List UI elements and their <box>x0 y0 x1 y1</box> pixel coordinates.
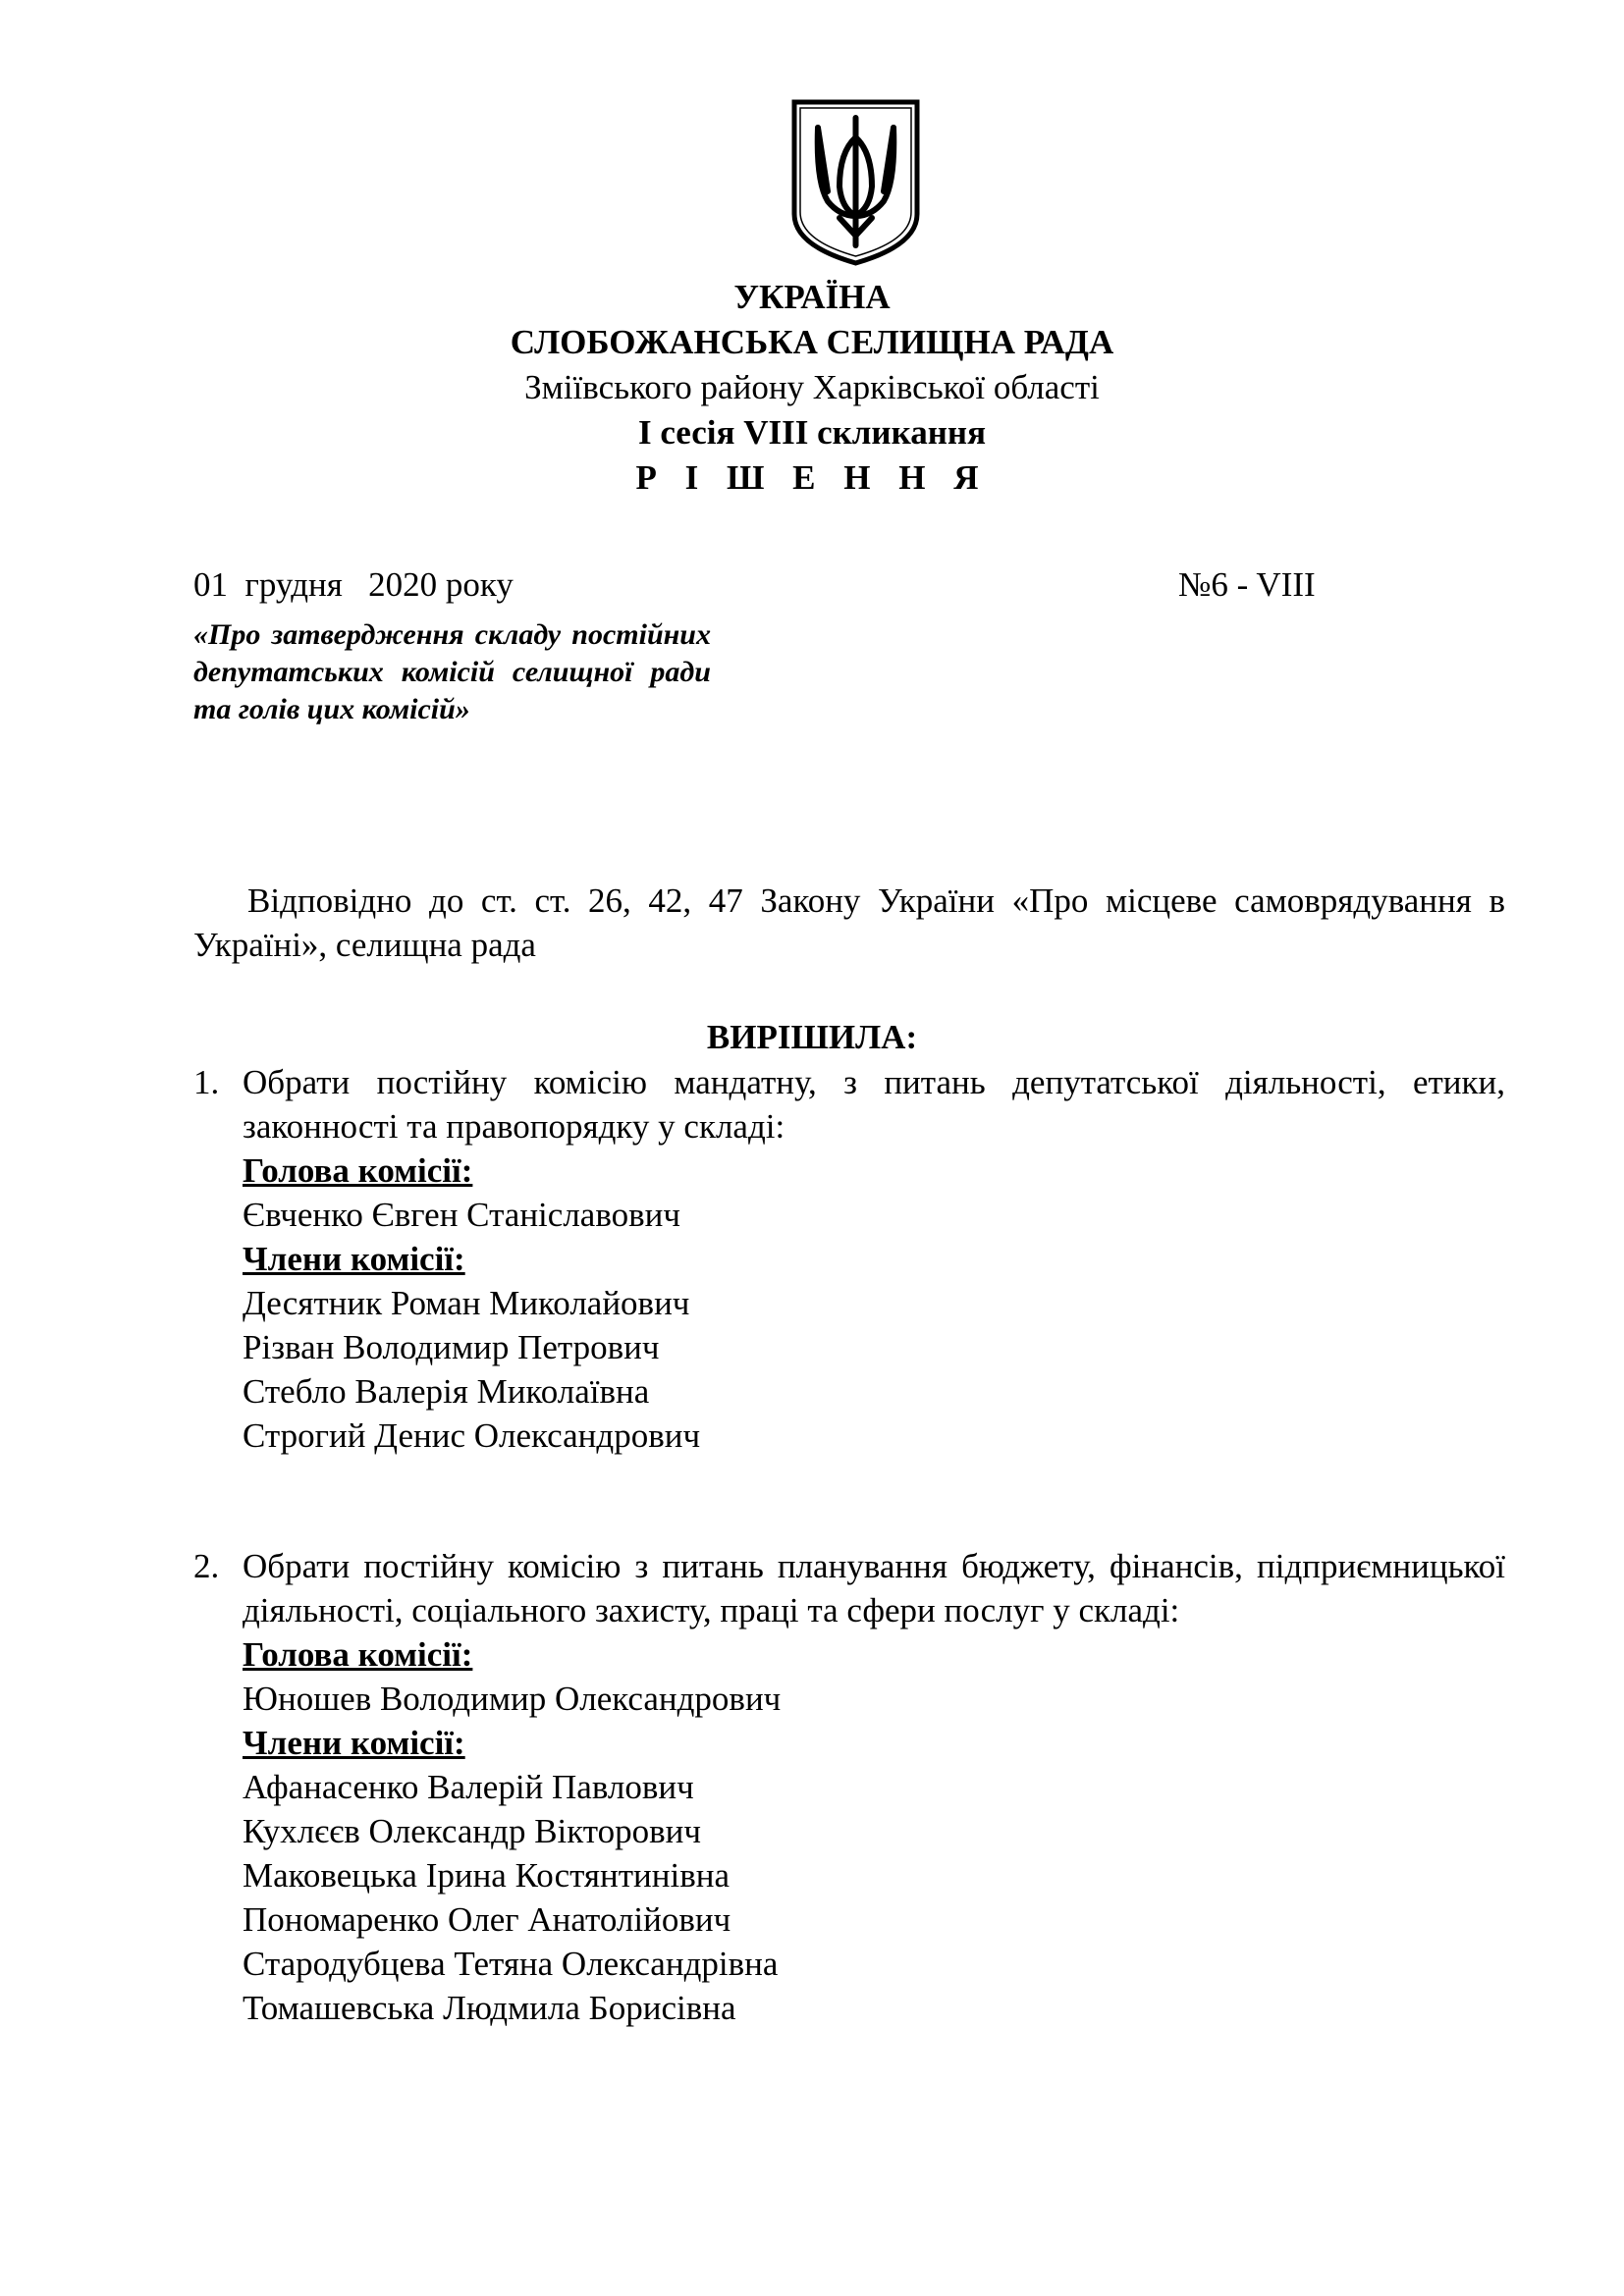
district-name: Зміївського району Харківської області <box>524 368 1100 406</box>
document-type: Р І Ш Е Н Н Я <box>635 458 989 497</box>
commission-head-label: Голова комісії: <box>243 1635 473 1674</box>
intro-paragraph: Відповідно до ст. ст. 26, 42, 47 Закону України «Про місцеве самоврядування в Україні», селищна рада <box>193 881 1505 964</box>
country-name: УКРАЇНА <box>733 278 891 316</box>
commission-members-label: Члени комісії: <box>243 1240 465 1278</box>
decision-subject: «Про затвердження складу постійних депутатських комісій селищної ради та голів цих комісій» <box>193 618 711 725</box>
decision-date: 01 грудня 2020 року <box>193 565 514 604</box>
session-title: І сесія VIII скликання <box>637 413 987 452</box>
commission-head-name: Юношев Володимир Олександрович <box>243 1680 782 1718</box>
coat-of-arms-icon <box>790 98 921 267</box>
item-text: Обрати постійну комісію з питань планування бюджету, фінансів, підприємницької діяльності, соціального захисту, праці та сфери послуг у складі: <box>243 1547 1505 1629</box>
commission-member: Пономаренко Олег Анатолійович <box>243 1900 731 1939</box>
decision-number: №6 - VIII <box>1178 565 1316 604</box>
commission-head-label: Голова комісії: <box>243 1151 473 1190</box>
commission-head-name: Євченко Євген Станіславович <box>243 1196 680 1234</box>
council-name: СЛОБОЖАНСЬКА СЕЛИЩНА РАДА <box>510 323 1114 361</box>
commission-member: Томашевська Людмила Борисівна <box>243 1989 736 2027</box>
commission-member: Стародубцева Тетяна Олександрівна <box>243 1945 779 1983</box>
item-number: 2. <box>193 1547 220 1585</box>
decided-heading: ВИРІШИЛА: <box>706 1018 918 1056</box>
commission-member: Афанасенко Валерій Павлович <box>243 1768 694 1806</box>
decision-item-1 <box>193 1060 1505 1458</box>
commission-member: Строгий Денис Олександрович <box>243 1416 701 1455</box>
item-number: 1. <box>193 1063 220 1101</box>
commission-member: Різван Володимир Петрович <box>243 1328 660 1366</box>
commission-members-label: Члени комісії: <box>243 1724 465 1762</box>
decision-item-2 <box>193 1544 1505 2030</box>
commission-member: Маковецька Ірина Костянтинівна <box>243 1856 731 1895</box>
commission-member: Стебло Валерія Миколаївна <box>243 1372 650 1411</box>
item-text: Обрати постійну комісію мандатну, з питань депутатської діяльності, етики, законності та правопорядку у складі: <box>243 1063 1505 1146</box>
commission-member: Десятник Роман Миколайович <box>243 1284 690 1322</box>
commission-member: Кухлєєв Олександр Вікторович <box>243 1812 701 1850</box>
document-header <box>0 275 1624 501</box>
